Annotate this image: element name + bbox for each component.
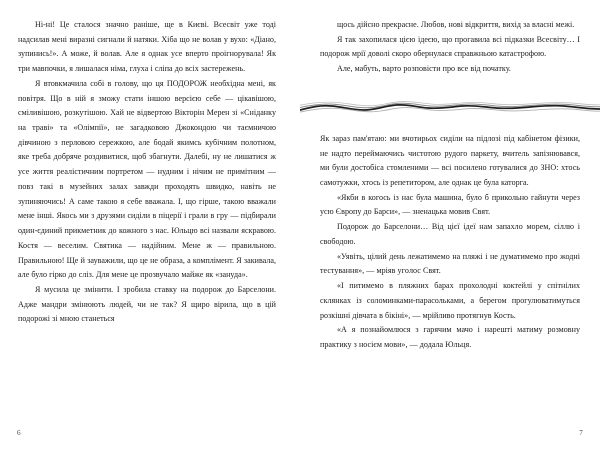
paragraph: Ні-ні! Це сталося значно раніше, ще в Києві. Всесвіт уже тоді надсилав мені виразні сигнали й натяки. Хіба що не волав у вухо: «Діано, зупинись!». А може, й волав. Але я однак усе вперто проігнорувала! Як три мавпочки, я лишалася німа, глуха і сліпа до всіх застережень. [18, 20, 276, 74]
paragraph: «А я познайомлюся з гарячим мачо і нарешті матиму розмовну практику з носієм мови», — додала Юльця. [320, 325, 580, 349]
right-page-textblock-bottom [320, 132, 580, 353]
paragraph: Але, мабуть, варто розповісти про все від початку. [337, 64, 511, 74]
paragraph: Я втовкмачила собі в голову, що ця ПОДОРОЖ необхідна мені, як повітря. Що в ній я зможу стати іншою версією себе — цікавішою, сміливішою, розкутішою. Хай не відвертою Вікторін Мерен зі «Сніданку на траві» та «Олімпії», не загадковою Джокондою чи таємничою дівчиною з перловою сережкою, але бодай якимсь кубічним полотном, яке треба добряче роздивитися, щоб збагнути. Далебі, ну не лишатися ж усе життя реалістичним портретом — нудним і нічим не примітним — повз такі в музейних залах завжди проходять швидко, навіть не зупиняючись! А саме такою я себе вважала. І, що гірше, такою вважали мене інші. Якось ми з друзями сиділи в піцерії і грали в гру — підбирали один-єдиний прикметник до кожного з нас. Юльцю всі назвали яскравою. Костя — веселим. Святика — надійним. Мене ж — правильною. Правильною! Ще й зауважили, що це не образа, а комплімент. Я закивала, але було гірко до сліз. Для мене це прозвучало майже як «зануда». [18, 78, 276, 280]
paragraph: Я мусила це змінити. І зробила ставку на подорож до Барселони. Адже мандри змінюють людей, чи не так? Я щиро вірила, що в цій подорожі зі мною станеться [18, 284, 276, 324]
page-right [300, 0, 600, 459]
page-number-left: 6 [17, 429, 21, 437]
paragraph: Подорож до Барселони… Від цієї ідеї нам запахло морем, сіллю і свободою. [320, 222, 580, 246]
wavy-brush-divider-icon [300, 94, 600, 120]
left-page-textblock [18, 18, 276, 327]
paragraph: «І питимемо в пляжних барах прохолодні коктейлі у спітнілих склянках із соломинками-парасольками, а берегом прогулюватимуться розкішні дівчата в бікіні», — мрійливо протягнув Кость. [320, 281, 580, 320]
paragraph: щось дійсно прекрасне. Любов, нові відкриття, вихід за власні межі. [337, 20, 575, 29]
page-number-right: 7 [579, 429, 583, 437]
paragraph: Я так захопилася цією ідеєю, що прогавила всі підказки Всесвіту… І подорож мрії доволі скоро обернулася справжньою катастрофою. [320, 34, 580, 59]
paragraph: «Уявіть, цілий день лежатимемо на пляжі і не думатимемо про жодні тестування», — мріяв угoлос Свят. [320, 251, 580, 276]
right-page-textblock-top [320, 18, 580, 77]
paragraph: Як зараз пам'ятаю: ми вчотирьох сиділи на підлозі під кабінетом фізики, не надто переймаючись чистотою рудого паркету, вчитель запізнювався, ми були достобіса стомленими — всі посилено готувалися до ЗНО: хтось самотужки, хтось із репетитором, але однак це була каторга. [320, 133, 580, 188]
paragraph: «Якби в когось із нас була машина, було б прикольно гайнути через усю Європу до Барси», — зненацька мовив Свят. [320, 192, 580, 217]
